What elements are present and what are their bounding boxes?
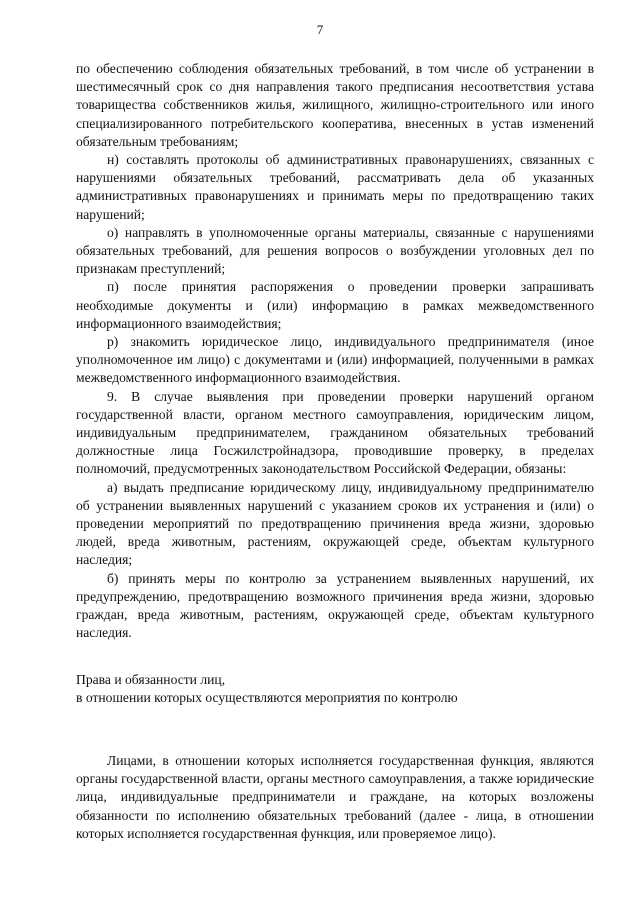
document-body bbox=[76, 60, 594, 843]
section-heading bbox=[76, 671, 594, 707]
paragraph-item-b: б) принять меры по контролю за устранением выявленных нарушений, их предупреждению, предотвращению возможного причинения вреда жизни, здоровью граждан, вреда животным, растениям, окружающей среде, объектам культурного наследия. bbox=[76, 570, 594, 641]
paragraph-item-r: р) знакомить юридическое лицо, индивидуального предпринимателя (иное уполномоченное им лицо) с документами и (или) информацией, полученными в рамках межведомственного информационного взаимодействия. bbox=[76, 334, 594, 386]
section-heading-line-2: в отношении которых осуществляются мероприятия по контролю bbox=[76, 689, 458, 705]
page-number: 7 bbox=[316, 22, 324, 37]
paragraph-item-p: п) после принятия распоряжения о проведении проверки запрашивать необходимые документы и (или) информацию в рамках межведомственного информационного взаимодействия; bbox=[76, 279, 594, 331]
paragraph-item-a: а) выдать предписание юридическому лицу, индивидуальному предпринимателю об устранении выявленных нарушений с указанием сроков их устранения и (или) о проведении мероприятий по предотвращению причинения вреда жизни, здоровью людей, вреда животным, растениям, окружающей среде, объектам культурного наследия; bbox=[76, 479, 594, 568]
paragraph-continuation: по обеспечению соблюдения обязательных требований, в том числе об устранении в шестимесячный срок со дня направления такого предписания несоответствия устава товарищества собственников жилья, жилищного, жилищно-строительного или иного специализированного потребительского кооператива, внесенных в устав изменений обязательным требованиям; bbox=[76, 61, 594, 149]
section-heading-line-1: Права и обязанности лиц, bbox=[76, 671, 226, 687]
paragraph-section-body: Лицами, в отношении которых исполняется государственная функция, являются органы государственной власти, органы местного самоуправления, а также юридические лица, индивидуальные предприниматели и граждане, на которых возложены обязанности по исполнению обязательных требований (далее - лица, в отношении которых исполняется государственная функция, или проверяемое лицо). bbox=[76, 752, 594, 841]
paragraph-item-n: н) составлять протоколы об административных правонарушениях, связанных с нарушениями обязательных требований, рассматривать дела об указанных административных правонарушениях и принимать меры по предотвращению таких нарушений; bbox=[76, 152, 594, 222]
paragraph-clause-9: 9. В случае выявления при проведении проверки нарушений органом государственной власти, органом местного самоуправления, юридическим лицом, индивидуальным предпринимателем, гражданином обязательных требований должностные лица Госжилстройнадзора, проводившие проверку, в пределах полномочий, предусмотренных законодательством Российской Федерации, обязаны: bbox=[76, 388, 594, 477]
paragraph-item-o: о) направлять в уполномоченные органы материалы, связанные с нарушениями обязательных требований, для решения вопросов о возбуждении уголовных дел по признакам преступлений; bbox=[76, 224, 594, 277]
